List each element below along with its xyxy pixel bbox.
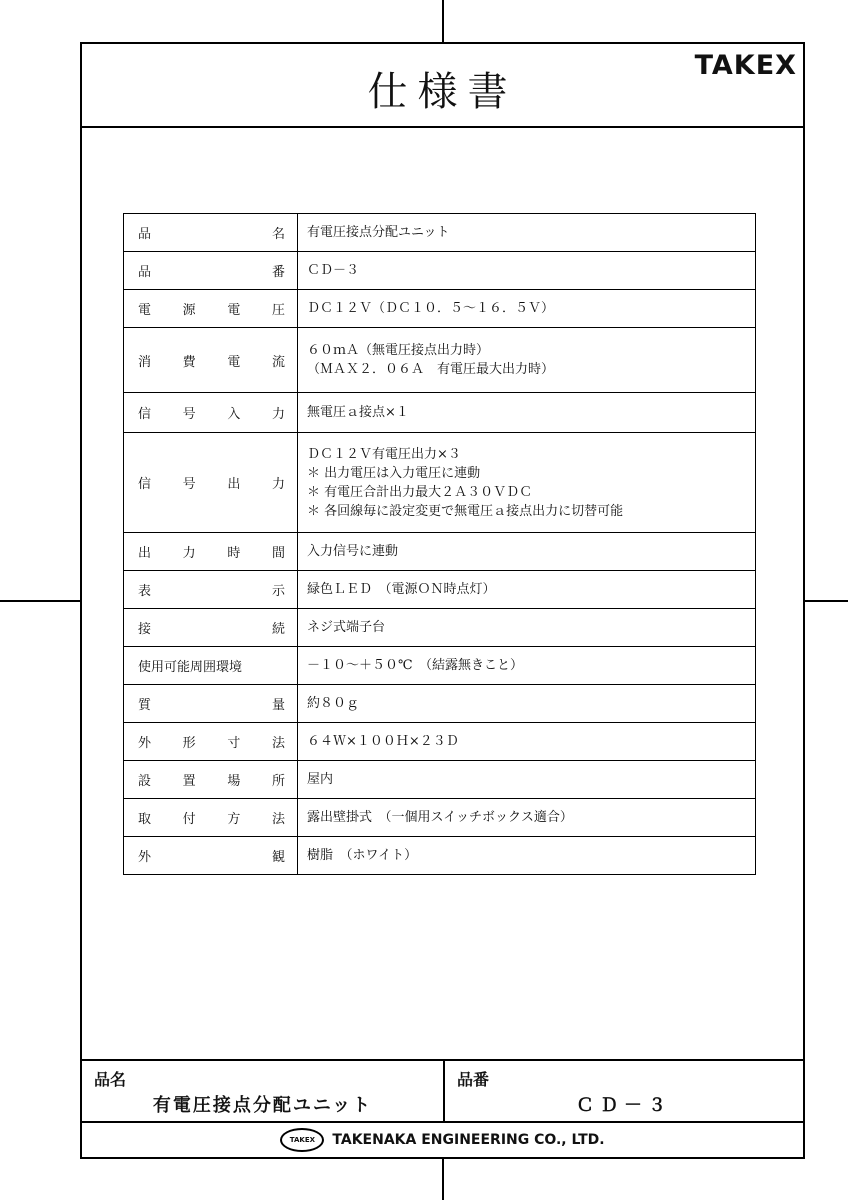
spec-value-cell bbox=[298, 647, 756, 685]
spec-row bbox=[124, 647, 756, 685]
spec-key-cell bbox=[124, 723, 298, 761]
spec-value-cell bbox=[298, 252, 756, 290]
spec-key-cell bbox=[124, 647, 298, 685]
spec-value-cell bbox=[298, 571, 756, 609]
spec-key-cell bbox=[124, 214, 298, 252]
spec-value-line: 露出壁掛式 （一個用スイッチボックス適合） bbox=[307, 810, 573, 825]
company-footer bbox=[82, 1121, 803, 1159]
spec-key-cell bbox=[124, 685, 298, 723]
spec-value-cell bbox=[298, 723, 756, 761]
spec-row bbox=[124, 685, 756, 723]
brand-logo: TAKEX bbox=[694, 50, 797, 81]
spec-key-cell bbox=[124, 433, 298, 533]
spec-row bbox=[124, 290, 756, 328]
spec-value-line: ６０ｍＡ（無電圧接点出力時） bbox=[307, 343, 490, 358]
footer-name-label: 品名 bbox=[94, 1070, 127, 1089]
spec-key: 表 示 bbox=[138, 584, 285, 599]
spec-row bbox=[124, 723, 756, 761]
spec-key-cell bbox=[124, 799, 298, 837]
spec-value-line: ＣＤ－３ bbox=[307, 263, 360, 278]
footer-number-label: 品番 bbox=[457, 1070, 490, 1089]
spec-key: 接 続 bbox=[138, 622, 285, 637]
spec-value-cell bbox=[298, 328, 756, 393]
spec-value-line: ＊ 各回線毎に設定変更で無電圧ａ接点出力に切替可能 bbox=[307, 503, 624, 519]
spec-value-line: ＊ 出力電圧は入力電圧に連動 bbox=[307, 465, 481, 481]
spec-value-line: （ＭＡＸ２．０６Ａ 有電圧最大出力時） bbox=[307, 362, 555, 377]
spec-key: 外 観 bbox=[138, 850, 285, 865]
spec-value-line: 無電圧ａ接点×１ bbox=[307, 405, 409, 420]
spec-key-cell bbox=[124, 290, 298, 328]
spec-value-line: ＤＣ１２Ｖ有電圧出力×３ bbox=[307, 446, 461, 462]
spec-row bbox=[124, 533, 756, 571]
spec-row bbox=[124, 571, 756, 609]
spec-key: 消 費 電 流 bbox=[138, 354, 285, 370]
spec-value-line: ＊ 有電圧合計出力最大２Ａ３０ＶＤＣ bbox=[307, 484, 533, 500]
crop-mark-bottom bbox=[442, 1159, 444, 1200]
spec-row bbox=[124, 799, 756, 837]
footer-number-value: ＣＤ－３ bbox=[576, 1095, 672, 1116]
spec-value-line: 樹脂 （ホワイト） bbox=[307, 848, 418, 863]
spec-value-line: 緑色ＬＥＤ （電源ＯＮ時点灯） bbox=[307, 582, 496, 597]
crop-mark-top bbox=[442, 0, 444, 42]
footer-product-number-cell bbox=[445, 1061, 803, 1121]
spec-key: 取 付 方 法 bbox=[138, 812, 285, 827]
spec-row bbox=[124, 609, 756, 647]
spec-key-cell bbox=[124, 761, 298, 799]
spec-key: 質 量 bbox=[138, 698, 285, 713]
spec-value-cell bbox=[298, 609, 756, 647]
spec-value-line: 有電圧接点分配ユニット bbox=[307, 225, 450, 240]
company-name: TAKENAKA ENGINEERING CO., LTD. bbox=[332, 1132, 605, 1148]
document-header bbox=[82, 44, 803, 128]
spec-value-line: 屋内 bbox=[307, 772, 334, 787]
spec-value-line: 入力信号に連動 bbox=[307, 544, 399, 559]
spec-value-cell bbox=[298, 685, 756, 723]
crop-mark-right bbox=[805, 600, 848, 602]
spec-row bbox=[124, 252, 756, 290]
spec-value-cell bbox=[298, 761, 756, 799]
footer-name-value: 有電圧接点分配ユニット bbox=[152, 1095, 373, 1116]
spec-key: 電 源 電 圧 bbox=[138, 303, 285, 318]
spec-value-line: 約８０ｇ bbox=[307, 696, 360, 711]
document-title: 仕様書 bbox=[367, 69, 518, 115]
spec-value-cell bbox=[298, 433, 756, 533]
spec-key: 信 号 入 力 bbox=[138, 407, 285, 422]
crop-mark-left bbox=[0, 600, 80, 602]
spec-key: 使用可能周囲環境 bbox=[138, 660, 243, 675]
footer-info bbox=[82, 1059, 803, 1123]
spec-key: 品 番 bbox=[138, 265, 285, 280]
spec-key-cell bbox=[124, 609, 298, 647]
spec-value-cell bbox=[298, 799, 756, 837]
spec-key: 信 号 出 力 bbox=[138, 477, 285, 492]
spec-value-line: ６４Ｗ×１００Ｈ×２３Ｄ bbox=[307, 734, 459, 749]
company-logo: TAKEX bbox=[280, 1128, 324, 1152]
spec-row bbox=[124, 837, 756, 875]
spec-key-cell bbox=[124, 837, 298, 875]
spec-value-cell bbox=[298, 290, 756, 328]
spec-key-cell bbox=[124, 328, 298, 393]
spec-value-line: －１０～＋５０℃ （結露無きこと） bbox=[307, 658, 524, 673]
spec-key-cell bbox=[124, 393, 298, 433]
footer-product-name-cell bbox=[82, 1061, 445, 1121]
spec-row bbox=[124, 328, 756, 393]
spec-value-cell bbox=[298, 837, 756, 875]
spec-key-cell bbox=[124, 252, 298, 290]
spec-key-cell bbox=[124, 571, 298, 609]
spec-row bbox=[124, 393, 756, 433]
spec-key: 設 置 場 所 bbox=[138, 774, 285, 789]
spec-key: 出 力 時 間 bbox=[138, 546, 285, 561]
spec-key-cell bbox=[124, 533, 298, 571]
spec-value-line: ＤＣ１２Ｖ（ＤＣ１０．５～１６．５Ｖ） bbox=[307, 301, 555, 316]
document-frame bbox=[80, 42, 805, 1159]
spec-value-cell bbox=[298, 533, 756, 571]
spec-value-line: ネジ式端子台 bbox=[307, 620, 386, 635]
spec-table bbox=[123, 213, 756, 875]
spec-key: 外 形 寸 法 bbox=[138, 736, 285, 751]
spec-row bbox=[124, 761, 756, 799]
spec-key: 品 名 bbox=[138, 227, 285, 242]
spec-value-cell bbox=[298, 393, 756, 433]
spec-row bbox=[124, 433, 756, 533]
spec-value-cell bbox=[298, 214, 756, 252]
spec-row bbox=[124, 214, 756, 252]
